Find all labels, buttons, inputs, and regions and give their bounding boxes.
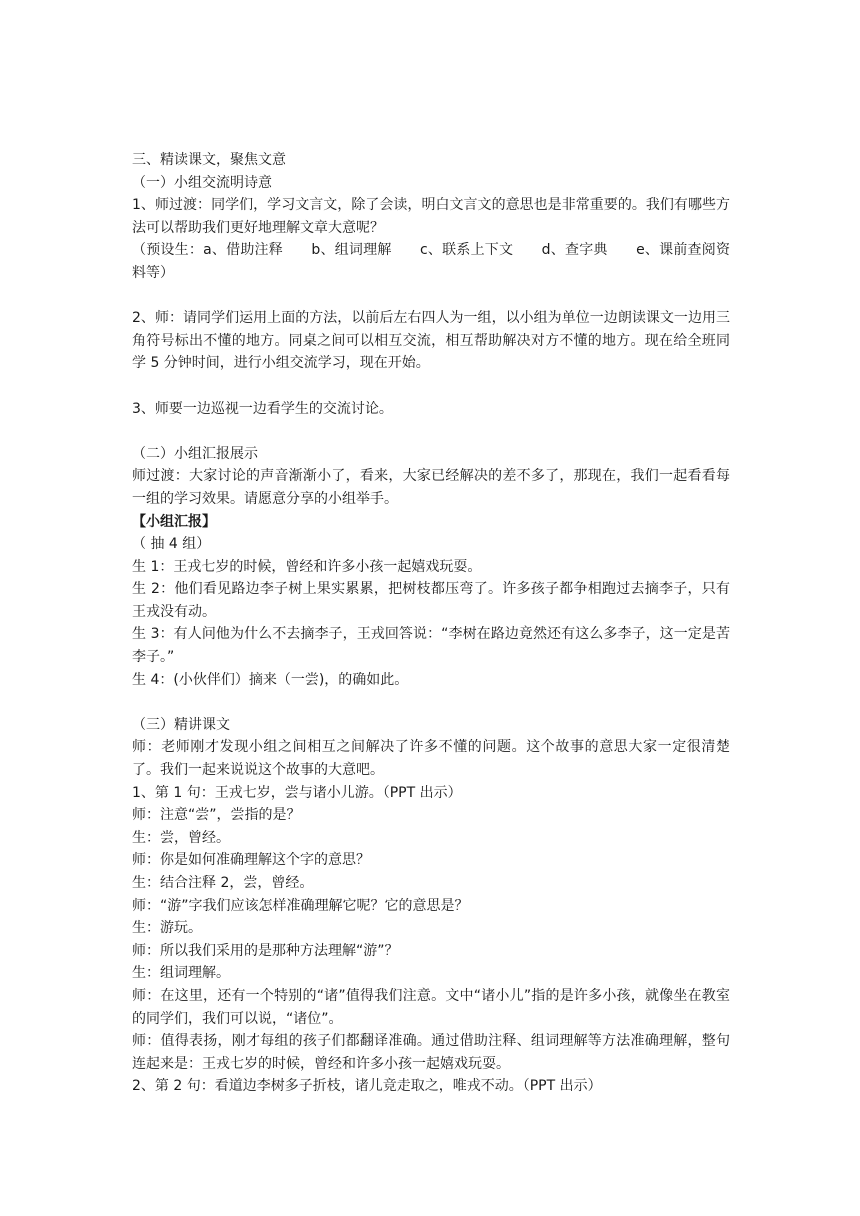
dialogue-line: 师：注意“尝”，尝指的是？ xyxy=(132,807,301,824)
dialogue-line: 师：“游”字我们应该怎样准确理解它呢？它的意思是？ xyxy=(132,897,469,914)
dialogue-line: 生：尝，曾经。 xyxy=(132,829,230,846)
part1-title: （一）小组交流明诗意 xyxy=(132,174,272,191)
blank-line xyxy=(132,285,730,308)
student-2: 生 2：他们看见路边李子树上果实累累，把树枝都压弯了。许多孩子都争相跑过去摘李子，只有王戎没有动。 xyxy=(132,581,730,620)
dialogue-line: 师：在这里，还有一个特别的“诸”值得我们注意。文中“诸小儿”指的是许多小孩，就像坐在教室的同学们，我们可以说，“诸位”。 xyxy=(132,987,730,1027)
part1-item1: 1、师过渡：同学们，学习文言文，除了会读，明白文言文的意思也是非常重要的。我们有哪些方法可以帮助我们更好地理解文章大意呢？ xyxy=(132,197,730,236)
part1-item2: 2、师：请同学们运用上面的方法，以前后左右四人为一组，以小组为单位一边朗读课文一边用三角符号标出不懂的地方。同桌之间可以相互交流，相互帮助解决对方不懂的地方。现在给全班同学 5 分钟时间，进行小组交流学习，现在开始。 xyxy=(132,310,730,372)
part1-item3: 3、师要一边巡视一边看学生的交流讨论。 xyxy=(132,400,393,417)
dialogue-line: 生：游玩。 xyxy=(132,920,202,937)
dialogue-line: 生：组词理解。 xyxy=(132,965,230,982)
dialogue-line: 师：值得表扬，刚才每组的孩子们都翻译准确。通过借助注释、组词理解等方法准确理解，整句连起来是：王戎七岁的时候，曾经和许多小孩一起嬉戏玩耍。 xyxy=(132,1033,730,1072)
document-body xyxy=(132,149,730,1098)
part2-title: （二）小组汇报展示 xyxy=(132,445,258,462)
report-label: 【小组汇报】 xyxy=(132,513,216,530)
section-title: 三、精读课文，聚焦文意 xyxy=(132,152,286,168)
student-1: 生 1：王戎七岁的时候，曾经和许多小孩一起嬉戏玩耍。 xyxy=(132,558,482,575)
blank-line xyxy=(132,420,730,443)
part3-intro: 师：老师刚才发现小组之间相互之间解决了许多不懂的问题。这个故事的意思大家一定很清楚了。我们一起来说说这个故事的大意吧。 xyxy=(132,739,730,779)
dialogue-line: 生：结合注释 2，尝，曾经。 xyxy=(132,875,314,891)
student-4: 生 4：(小伙伴们）摘来（一尝)，的确如此。 xyxy=(132,671,409,688)
sentence-2: 2、第 2 句：看道边李树多子折枝，诸儿竞走取之，唯戎不动。（PPT 出示） xyxy=(132,1078,602,1095)
blank-line xyxy=(132,691,730,714)
sentence-1: 1、第 1 句：王戎七岁，尝与诸小儿游。（PPT 出示） xyxy=(132,784,462,801)
blank-line xyxy=(132,375,730,398)
student-3: 生 3：有人问他为什么不去摘李子，王戎回答说：“李树在路边竟然还有这么多李子，这一定是苦李子。” xyxy=(132,626,730,666)
dialogue-line: 师：你是如何准确理解这个字的意思？ xyxy=(132,852,370,869)
part2-transition: 师过渡：大家讨论的声音渐渐小了，看来，大家已经解决的差不多了，那现在，我们一起看看每一组的学习效果。请愿意分享的小组举手。 xyxy=(132,468,730,507)
dialogue-line: 师：所以我们采用的是那种方法理解“游”？ xyxy=(132,942,399,959)
part1-preset: （预设生：a、借助注释 b、组词理解 c、联系上下文 d、查字典 e、课前查阅资料等） xyxy=(132,242,730,281)
part3-title: （三）精讲课文 xyxy=(132,716,230,733)
report-draw: （ 抽 4 组） xyxy=(132,536,211,553)
